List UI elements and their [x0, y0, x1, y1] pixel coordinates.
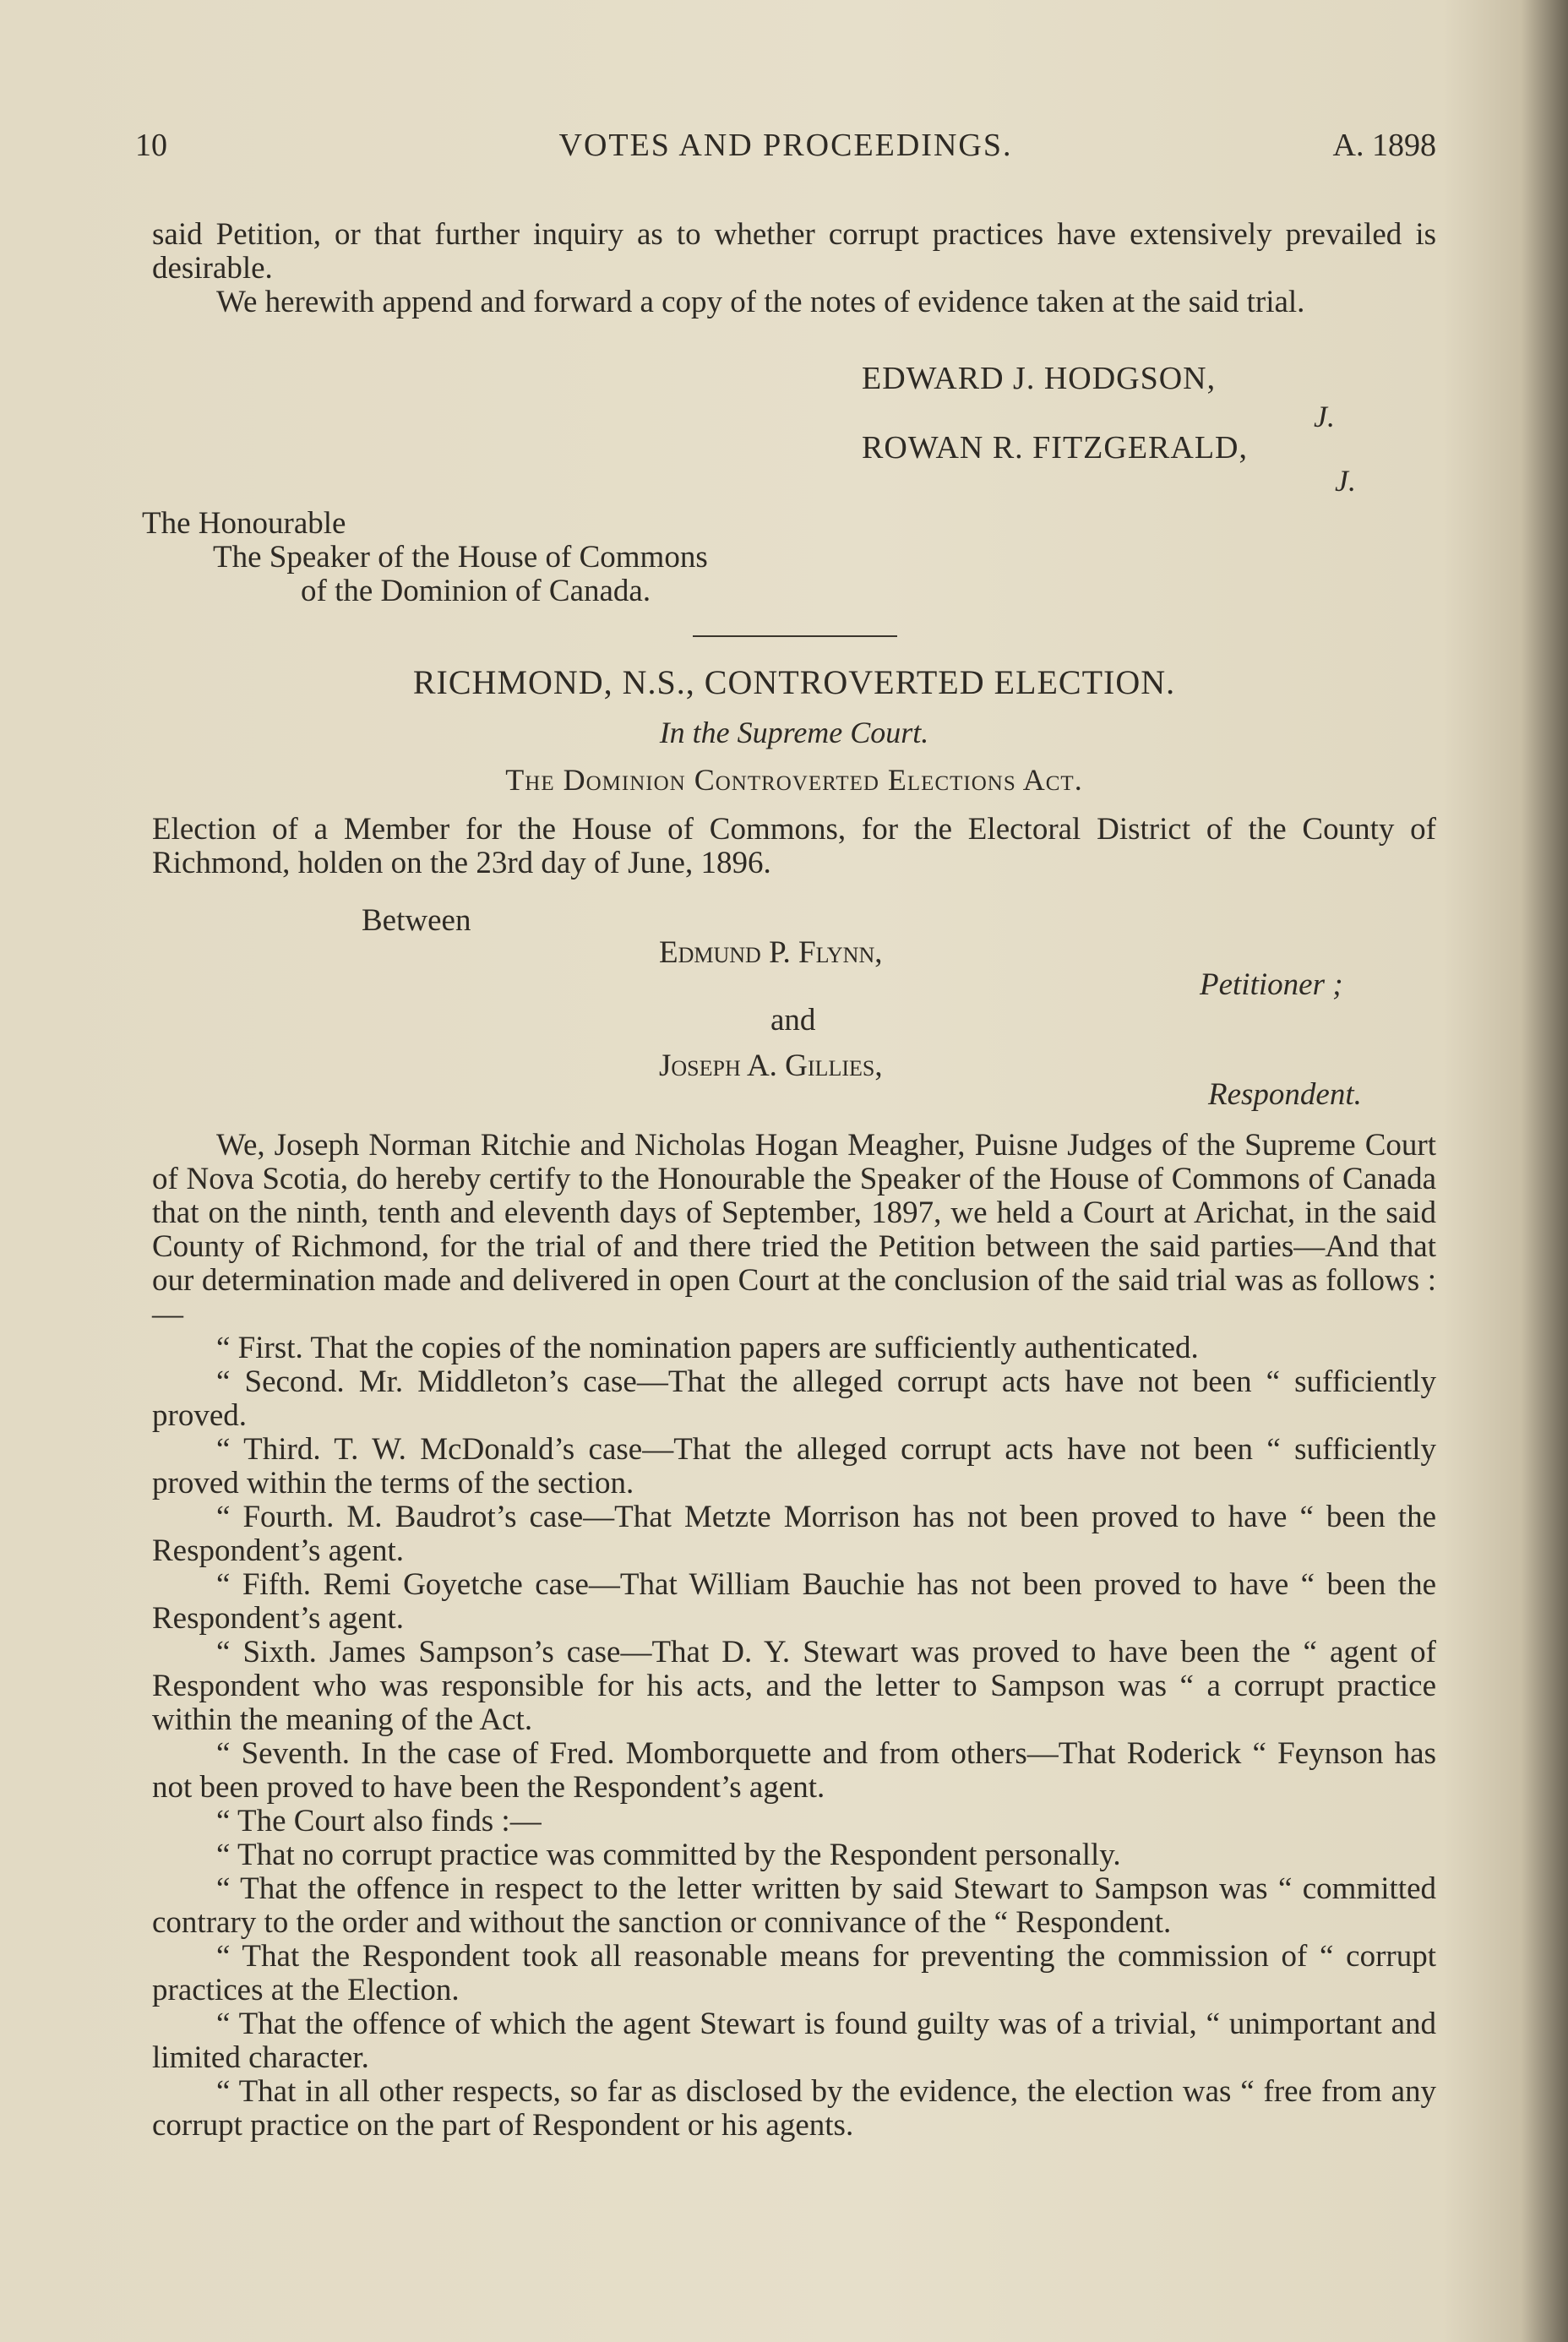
- petitioner-role: Petitioner ;: [1200, 967, 1343, 1002]
- certificate-block: [152, 1129, 1436, 2143]
- addressee-line-2: The Speaker of the House of Commons: [213, 540, 708, 575]
- page-header: [135, 127, 1436, 177]
- section-divider: [693, 635, 897, 637]
- intro-text: [152, 218, 1436, 319]
- act-title: The Dominion Controverted Elections Act.: [505, 763, 1083, 797]
- intro-paragraph-2: We herewith append and forward a copy of the notes of evidence taken at the said trial.: [216, 285, 1305, 319]
- finding-free-election: “ That in all other respects, so far as disclosed by the evidence, the election was “ free from any corrupt practice on the part of Respondent or his agents.: [152, 2074, 1436, 2143]
- petitioner-name: Edmund P. Flynn,: [659, 935, 883, 970]
- addressee-line-1: The Honourable: [142, 506, 346, 541]
- respondent-role: Respondent.: [1208, 1077, 1362, 1112]
- session-year: A. 1898: [1332, 128, 1436, 163]
- court-name: In the Supreme Court.: [659, 716, 929, 749]
- finding-sixth: “ Sixth. James Sampson’s case—That D. Y. Stewart was proved to have been the “ agent of Respondent who was responsible for his acts, and the letter to Sampson was “ a corrupt practice within the meaning of the Act.: [152, 1635, 1436, 1737]
- finding-trivial-offence: “ That the offence of which the agent Stewart is found guilty was of a trivial, “ unimportant and limited character.: [152, 2007, 1436, 2075]
- certificate-paragraph: We, Joseph Norman Ritchie and Nicholas Hogan Meagher, Puisne Judges of the Supreme Court of Nova Scotia, do hereby certify to the Honourable the Speaker of the House of Commons of Canada that on the ninth, tenth and eleventh days of September, 1897, we held a Court at Arichat, in the said County of Richmond, for the trial of and there tried the Petition between the said parties—And that our determination made and delivered in open Court at the conclusion of the said trial was as follows :—: [152, 1128, 1436, 1332]
- finding-third: “ Third. T. W. McDonald’s case—That the alleged corrupt acts have not been “ sufficiently proved within the terms of the section.: [152, 1432, 1436, 1501]
- court-also-finds: “ The Court also finds :—: [216, 1804, 542, 1838]
- signature-hodgson: EDWARD J. HODGSON,: [862, 361, 1217, 396]
- finding-fifth: “ Fifth. Remi Goyetche case—That William Bauchie has not been proved to have “ been the Respondent’s agent.: [152, 1567, 1436, 1636]
- respondent-name: Joseph A. Gillies,: [659, 1048, 883, 1083]
- between-label: Between: [362, 903, 471, 938]
- page-number: 10: [135, 128, 167, 163]
- finding-fourth: “ Fourth. M. Baudrot’s case—That Metzte Morrison has not been proved to have “ been the Respondent’s agent.: [152, 1500, 1436, 1568]
- addressee-line-3: of the Dominion of Canada.: [301, 574, 651, 608]
- finding-seventh: “ Seventh. In the case of Fred. Momborquette and from others—That Roderick “ Feynson has not been proved to have been the Respondent’s agent.: [152, 1736, 1436, 1805]
- finding-stewart-letter: “ That the offence in respect to the letter written by said Stewart to Sampson was “ committed contrary to the order and without the sanction or connivance of the “ Respondent.: [152, 1871, 1436, 1940]
- running-title: VOTES AND PROCEEDINGS.: [558, 128, 1013, 163]
- signature-hodgson-title: J.: [1314, 400, 1335, 433]
- finding-first: “ First. That the copies of the nomination papers are sufficiently authenticated.: [216, 1331, 1199, 1365]
- signature-fitzgerald: ROWAN R. FITZGERALD,: [862, 430, 1248, 466]
- case-title: RICHMOND, N.S., CONTROVERTED ELECTION.: [412, 663, 1176, 701]
- signature-fitzgerald-title: J.: [1335, 464, 1356, 498]
- election-description: Election of a Member for the House of Commons, for the Electoral District of the County of Richmond, holden on the 23rd day of June, 1896.: [152, 812, 1436, 880]
- finding-second: “ Second. Mr. Middleton’s case—That the alleged corrupt acts have not been “ sufficiently proved.: [152, 1364, 1436, 1433]
- and-label: and: [770, 1003, 816, 1038]
- finding-reasonable-means: “ That the Respondent took all reasonable means for preventing the commission of “ corrupt practices at the Election.: [152, 1939, 1436, 2007]
- finding-no-corrupt-practice: “ That no corrupt practice was committed by the Respondent personally.: [216, 1838, 1121, 1872]
- intro-paragraph-1: said Petition, or that further inquiry as to whether corrupt practices have extensively prevailed is desirable.: [152, 217, 1436, 286]
- addressee-block: [142, 507, 902, 608]
